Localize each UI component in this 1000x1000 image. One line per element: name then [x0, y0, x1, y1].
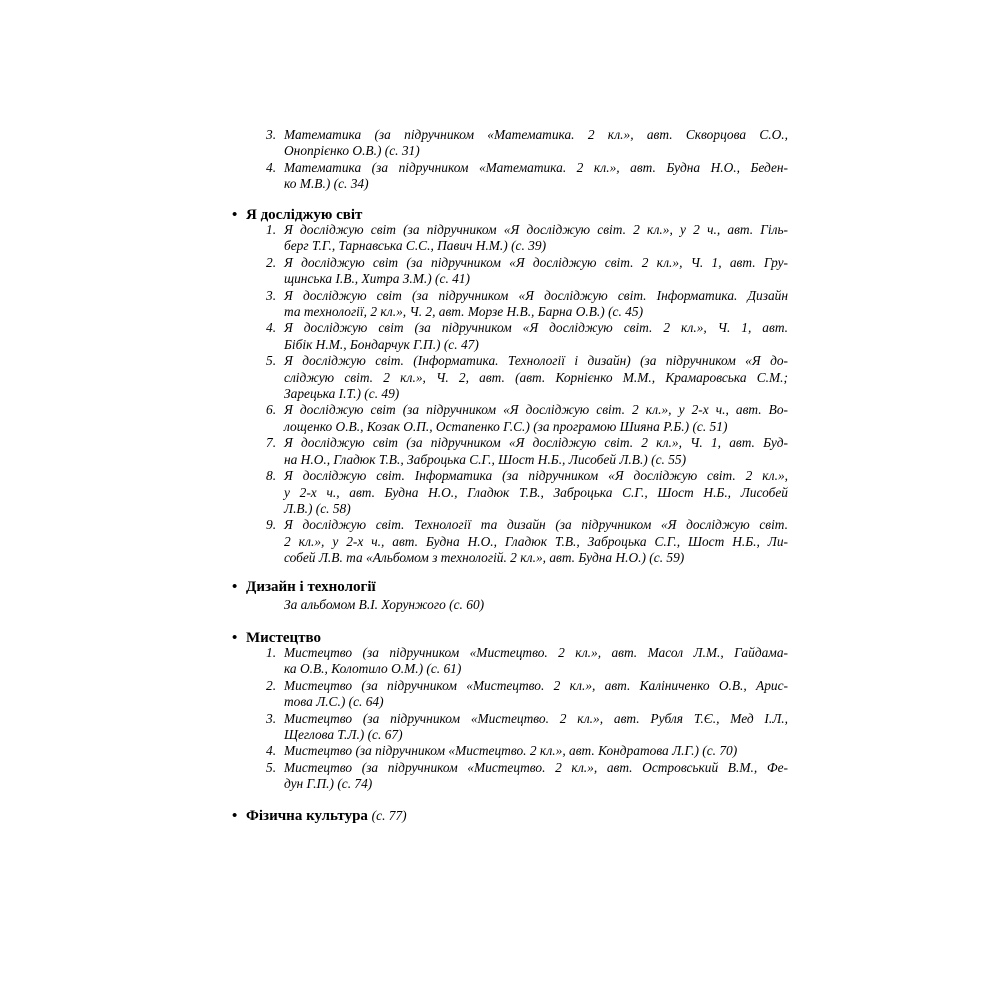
list-item — [266, 435, 788, 468]
item-number: 2. — [266, 677, 277, 693]
list-item — [266, 222, 788, 255]
item-number: 5. — [266, 353, 277, 369]
item-number: 4. — [266, 159, 277, 175]
item-number: 3. — [266, 287, 277, 303]
doslidzhuyu-list — [266, 222, 788, 567]
item-number: 1. — [266, 222, 277, 237]
page-reference: (с. 77) — [371, 808, 407, 823]
item-line: Щеглова Т.Л.) (с. 67) — [284, 727, 403, 743]
item-line: Мистецтво (за підручником «Мистецтво. 2 кл.», авт. Рубля Т.Є., Мед І.Л., — [284, 710, 788, 726]
list-item — [266, 468, 788, 517]
list-item — [266, 127, 788, 160]
list-item — [266, 678, 788, 711]
item-line: Я досліджую світ (за підручником «Я досліджую світ. 2 кл.», у 2-х ч., авт. Во- — [284, 402, 788, 418]
list-item — [266, 760, 788, 793]
item-number: 1. — [266, 645, 277, 660]
design-note: За альбомом В.І. Хорунжого (с. 60) — [284, 597, 485, 612]
item-line: сліджую світ. 2 кл.», Ч. 2, авт. (авт. Корнієнко М.М., Крамаровська С.М.; — [284, 369, 788, 385]
item-line: Математика (за підручником «Математика. 2 кл.», авт. Скворцова С.О., — [284, 127, 788, 142]
list-item — [266, 353, 788, 402]
item-line: Мистецтво (за підручником «Мистецтво. 2 кл.», авт. Масол Л.М., Гайдама- — [284, 645, 788, 660]
item-line: Я досліджую світ (за підручником «Я досліджую світ. 2 кл.», у 2 ч., авт. Гіль- — [284, 222, 788, 237]
item-number: 7. — [266, 435, 277, 451]
item-number: 9. — [266, 517, 277, 533]
list-item — [266, 288, 788, 321]
section-heading-fizkultura — [232, 807, 407, 825]
item-number: 3. — [266, 710, 277, 726]
list-item — [266, 743, 788, 759]
item-number: 5. — [266, 759, 277, 775]
item-number: 2. — [266, 254, 277, 270]
mystetstvo-list — [266, 645, 788, 793]
item-line: Зарецька І.Т.) (с. 49) — [284, 386, 400, 402]
math-list — [266, 127, 788, 193]
item-line: на Н.О., Гладюк Т.В., Заброцька С.Г., Шост Н.Б., Лисобей Л.В.) (с. 55) — [284, 451, 687, 467]
item-line: дун Г.П.) (с. 74) — [284, 776, 373, 792]
item-line: Бібік Н.М., Бондарчук Г.П.) (с. 47) — [284, 336, 479, 352]
item-line: 2 кл.», у 2-х ч., авт. Будна Н.О., Гладюк Т.В., Заброцька С.Г., Шост Н.Б., Ли- — [284, 533, 788, 549]
item-number: 6. — [266, 402, 277, 418]
list-item — [266, 160, 788, 193]
item-number: 4. — [266, 743, 277, 759]
item-line: ка О.В., Колотило О.М.) (с. 61) — [284, 661, 462, 677]
item-line: Онопрієнко О.В.) (с. 31) — [284, 143, 420, 159]
section-title: Дизайн і технології — [246, 579, 376, 595]
item-line: ко М.В.) (с. 34) — [284, 176, 369, 192]
item-line: у 2-х ч., авт. Будна Н.О., Гладюк Т.В., Заброцька С.Г., Шост Н.Б., Лисобей — [284, 484, 788, 500]
bullet-icon: • — [232, 808, 238, 824]
item-line: Я досліджую світ (за підручником «Я досліджую світ. 2 кл.», Ч. 1, авт. — [284, 320, 788, 336]
section-title: Я досліджую світ — [246, 207, 363, 223]
bullet-icon: • — [232, 579, 238, 595]
section-title: Фізична культура — [246, 808, 368, 824]
list-item — [266, 645, 788, 678]
item-line: Мистецтво (за підручником «Мистецтво. 2 кл.», авт. Каліниченко О.В., Арис- — [284, 677, 788, 693]
item-line: Л.В.) (с. 58) — [284, 500, 351, 516]
section-heading-design — [232, 578, 376, 596]
item-line: Я досліджую світ (за підручником «Я досліджую світ. Інформатика. Дизайн — [284, 287, 788, 303]
item-line: Я досліджую світ. Інформатика (за підручником «Я досліджую світ. 2 кл.», — [284, 468, 788, 484]
list-item — [266, 255, 788, 288]
item-line: Я досліджую світ (за підручником «Я досліджую світ. 2 кл.», Ч. 1, авт. Буд- — [284, 435, 788, 451]
bullet-icon: • — [232, 630, 238, 646]
list-item — [266, 402, 788, 435]
item-line: лощенко О.В., Козак О.П., Остапенко Г.С.) (за програмою Шияна Р.Б.) (с. 51) — [284, 418, 728, 434]
item-line: това Л.С.) (с. 64) — [284, 694, 384, 710]
item-line: та технології, 2 кл.», Ч. 2, авт. Морзе Н.В., Барна О.В.) (с. 45) — [284, 304, 644, 320]
list-item — [266, 711, 788, 744]
list-item — [266, 320, 788, 353]
item-line: Мистецтво (за підручником «Мистецтво. 2 кл.», авт. Островський В.М., Фе- — [284, 759, 788, 775]
item-number: 4. — [266, 320, 277, 336]
item-line: Я досліджую світ. (Інформатика. Технології і дизайн) (за підручником «Я до- — [284, 353, 788, 369]
bullet-icon: • — [232, 207, 238, 223]
item-line: щинська І.В., Хитра З.М.) (с. 41) — [284, 271, 471, 287]
item-number: 8. — [266, 468, 277, 484]
list-item — [266, 517, 788, 566]
item-line: Математика (за підручником «Математика. 2 кл.», авт. Будна Н.О., Беден- — [284, 159, 788, 175]
section-title: Мистецтво — [246, 630, 321, 646]
item-line: собей Л.В. та «Альбомом з технологій. 2 кл.», авт. Будна Н.О.) (с. 59) — [284, 550, 685, 566]
item-line: берг Т.Г., Тарнавська С.С., Павич Н.М.) (с. 39) — [284, 238, 547, 254]
item-line: Я досліджую світ (за підручником «Я досліджую світ. 2 кл.», Ч. 1, авт. Гру- — [284, 254, 788, 270]
item-line: Я досліджую світ. Технології та дизайн (за підручником «Я досліджую світ. — [284, 517, 788, 533]
item-number: 3. — [266, 127, 277, 142]
item-line: Мистецтво (за підручником «Мистецтво. 2 кл.», авт. Кондратова Л.Г.) (с. 70) — [284, 743, 738, 759]
